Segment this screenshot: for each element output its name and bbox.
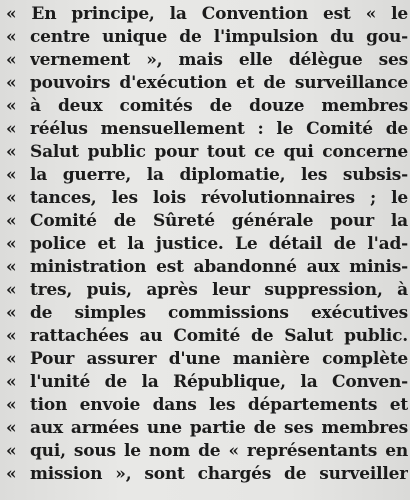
- text-line: [0, 417, 410, 440]
- line-text: aux armées une partie de ses membres: [30, 418, 408, 438]
- quote-mark: «: [6, 165, 17, 185]
- line-text: de simples commissions exécutives: [30, 303, 408, 323]
- line-text: tres, puis, après leur suppression, à: [30, 280, 408, 300]
- line-text: centre unique de l'impulsion du gou-: [30, 27, 408, 47]
- text-line: [0, 210, 410, 233]
- text-line: [0, 95, 410, 118]
- text-line: [0, 141, 410, 164]
- quote-mark: «: [6, 280, 17, 300]
- quote-mark: «: [6, 349, 17, 369]
- line-text: qui, sous le nom de « représentants en: [30, 441, 408, 461]
- quote-mark: «: [6, 395, 17, 415]
- line-text: mission », sont chargés de surveiller: [30, 464, 408, 484]
- quote-mark: «: [6, 257, 17, 277]
- line-text: Pour assurer d'une manière complète: [30, 349, 408, 369]
- line-text: Comité de Sûreté générale pour la: [30, 211, 408, 231]
- quote-mark: «: [6, 73, 17, 93]
- quote-mark: «: [6, 50, 17, 70]
- line-text: réélus mensuellement : le Comité de: [30, 119, 408, 139]
- quote-mark: «: [6, 119, 17, 139]
- text-line: [0, 118, 410, 141]
- text-line: [0, 371, 410, 394]
- text-line: [0, 26, 410, 49]
- quote-mark: «: [6, 464, 17, 484]
- quote-mark: «: [6, 234, 17, 254]
- line-text: rattachées au Comité de Salut public.: [30, 326, 408, 346]
- quote-mark: «: [6, 372, 17, 392]
- line-text: vernement », mais elle délègue ses: [30, 50, 408, 70]
- line-text: ministration est abandonné aux minis-: [30, 257, 408, 277]
- line-text: police et la justice. Le détail de l'ad-: [30, 234, 408, 254]
- line-text: à deux comités de douze membres: [30, 96, 408, 116]
- quote-mark: «: [6, 441, 17, 461]
- line-text: pouvoirs d'exécution et de surveillance: [30, 73, 408, 93]
- line-text: tances, les lois révolutionnaires ; le: [30, 188, 408, 208]
- text-line: [0, 256, 410, 279]
- text-line: [0, 463, 410, 486]
- text-line: [0, 302, 410, 325]
- text-line: [0, 187, 410, 210]
- quote-mark: «: [6, 418, 17, 438]
- text-line: [0, 72, 410, 95]
- line-text: « En principe, la Convention est « le: [6, 4, 408, 24]
- text-line: [0, 325, 410, 348]
- line-text: tion envoie dans les départements et: [30, 395, 408, 415]
- text-line: [0, 348, 410, 371]
- text-line: [0, 49, 410, 72]
- text-line: [0, 394, 410, 417]
- quote-mark: «: [6, 96, 17, 116]
- line-text: Salut public pour tout ce qui concerne: [30, 142, 408, 162]
- quote-mark: «: [6, 303, 17, 323]
- text-line: [0, 440, 410, 463]
- text-line: [0, 279, 410, 302]
- quote-mark: «: [6, 27, 17, 47]
- quote-mark: «: [6, 326, 17, 346]
- quote-mark: «: [6, 188, 17, 208]
- quote-mark: «: [6, 142, 17, 162]
- text-line: [0, 233, 410, 256]
- text-line: [0, 164, 410, 187]
- line-text: l'unité de la République, la Conven-: [30, 372, 408, 392]
- paragraph: [0, 3, 410, 486]
- quote-mark: «: [6, 211, 17, 231]
- line-text: la guerre, la diplomatie, les subsis-: [30, 165, 408, 185]
- text-line: [0, 3, 410, 26]
